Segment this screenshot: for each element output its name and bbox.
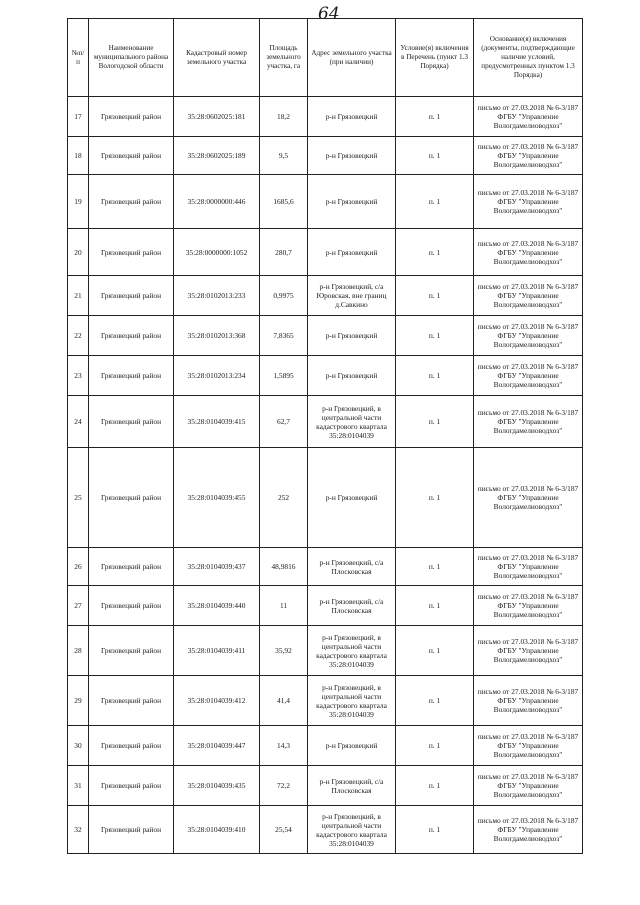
cell-district: Грязовецкий район xyxy=(89,726,174,766)
cell-row-number: 18 xyxy=(68,137,89,175)
cell-basis: письмо от 27.03.2018 № 6-3/187 ФГБУ "Управление Вологдамелиоводхоз" xyxy=(474,137,583,175)
cell-district: Грязовецкий район xyxy=(89,356,174,396)
header-condition: Условие(я) включения в Перечень (пункт 1.3 Порядка) xyxy=(396,19,474,97)
cell-area: 0,9975 xyxy=(260,276,308,316)
cell-cadastral-number: 35:28:0104039:437 xyxy=(174,548,260,586)
cell-address: р-н Грязовецкий, в центральной части кадастрового квартала 35:28:0104039 xyxy=(308,806,396,854)
cell-district: Грязовецкий район xyxy=(89,626,174,676)
cell-condition: п. 1 xyxy=(396,806,474,854)
cell-cadastral-number: 35:28:0102013:368 xyxy=(174,316,260,356)
header-district: Наименование муниципального района Вологодской области xyxy=(89,19,174,97)
cell-row-number: 26 xyxy=(68,548,89,586)
cell-address: р-н Грязовецкий, с/а Юровская, вне границ д.Савкино xyxy=(308,276,396,316)
cell-condition: п. 1 xyxy=(396,137,474,175)
cell-basis: письмо от 27.03.2018 № 6-3/187 ФГБУ "Управление Вологдамелиоводхоз" xyxy=(474,97,583,137)
cell-cadastral-number: 35:28:0104039:435 xyxy=(174,766,260,806)
table-body xyxy=(68,97,583,854)
cell-row-number: 30 xyxy=(68,726,89,766)
cell-district: Грязовецкий район xyxy=(89,276,174,316)
cell-address: р-н Грязовецкий xyxy=(308,175,396,229)
cell-row-number: 19 xyxy=(68,175,89,229)
table-row xyxy=(68,626,583,676)
cell-cadastral-number: 35:28:0104039:455 xyxy=(174,448,260,548)
cell-condition: п. 1 xyxy=(396,726,474,766)
table-row xyxy=(68,676,583,726)
cell-district: Грязовецкий район xyxy=(89,316,174,356)
cell-condition: п. 1 xyxy=(396,276,474,316)
cell-address: р-н Грязовецкий xyxy=(308,229,396,276)
cell-address: р-н Грязовецкий xyxy=(308,726,396,766)
cell-row-number: 20 xyxy=(68,229,89,276)
cell-address: р-н Грязовецкий, с/а Плосковская xyxy=(308,548,396,586)
cell-district: Грязовецкий район xyxy=(89,676,174,726)
cell-row-number: 29 xyxy=(68,676,89,726)
cell-district: Грязовецкий район xyxy=(89,766,174,806)
cell-condition: п. 1 xyxy=(396,175,474,229)
cell-address: р-н Грязовецкий, с/а Плосковская xyxy=(308,586,396,626)
table-row xyxy=(68,229,583,276)
cell-basis: письмо от 27.03.2018 № 6-3/187 ФГБУ "Управление Вологдамелиоводхоз" xyxy=(474,548,583,586)
cell-area: 48,9816 xyxy=(260,548,308,586)
cell-condition: п. 1 xyxy=(396,586,474,626)
cell-district: Грязовецкий район xyxy=(89,175,174,229)
table-row xyxy=(68,448,583,548)
table-row xyxy=(68,396,583,448)
table-row xyxy=(68,137,583,175)
cell-area: 7,8365 xyxy=(260,316,308,356)
cell-condition: п. 1 xyxy=(396,626,474,676)
cell-basis: письмо от 27.03.2018 № 6-3/187 ФГБУ "Управление Вологдамелиоводхоз" xyxy=(474,316,583,356)
table-row xyxy=(68,356,583,396)
table-row xyxy=(68,97,583,137)
cell-area: 252 xyxy=(260,448,308,548)
cell-cadastral-number: 35:28:0104039:412 xyxy=(174,676,260,726)
cell-condition: п. 1 xyxy=(396,356,474,396)
header-area: Площадь земельного участка, га xyxy=(260,19,308,97)
cell-district: Грязовецкий район xyxy=(89,548,174,586)
header-cadastral-number: Кадастровый номер земельного участка xyxy=(174,19,260,97)
cell-basis: письмо от 27.03.2018 № 6-3/187 ФГБУ "Управление Вологдамелиоводхоз" xyxy=(474,766,583,806)
cell-area: 25,54 xyxy=(260,806,308,854)
cell-district: Грязовецкий район xyxy=(89,586,174,626)
cell-address: р-н Грязовецкий xyxy=(308,137,396,175)
cell-cadastral-number: 35:28:0602025:189 xyxy=(174,137,260,175)
cell-cadastral-number: 35:28:0104039:440 xyxy=(174,586,260,626)
cell-address: р-н Грязовецкий, в центральной части кадастрового квартала 35:28:0104039 xyxy=(308,676,396,726)
cell-row-number: 17 xyxy=(68,97,89,137)
cell-cadastral-number: 35:28:0104039:415 xyxy=(174,396,260,448)
cell-row-number: 31 xyxy=(68,766,89,806)
cell-condition: п. 1 xyxy=(396,97,474,137)
cell-row-number: 28 xyxy=(68,626,89,676)
cell-district: Грязовецкий район xyxy=(89,806,174,854)
cell-row-number: 25 xyxy=(68,448,89,548)
table-row xyxy=(68,766,583,806)
cell-row-number: 27 xyxy=(68,586,89,626)
cell-row-number: 22 xyxy=(68,316,89,356)
cell-cadastral-number: 35:28:0102013:233 xyxy=(174,276,260,316)
cell-cadastral-number: 35:28:0104039:447 xyxy=(174,726,260,766)
header-row-number: №п/п xyxy=(68,19,89,97)
cell-condition: п. 1 xyxy=(396,229,474,276)
cell-condition: п. 1 xyxy=(396,316,474,356)
table-header-row xyxy=(68,19,583,97)
table-row xyxy=(68,175,583,229)
cell-cadastral-number: 35:28:0000000:1052 xyxy=(174,229,260,276)
cell-district: Грязовецкий район xyxy=(89,448,174,548)
cell-cadastral-number: 35:28:0104039:410 xyxy=(174,806,260,854)
cell-basis: письмо от 27.03.2018 № 6-3/187 ФГБУ "Управление Вологдамелиоводхоз" xyxy=(474,586,583,626)
cell-address: р-н Грязовецкий, в центральной части кадастрового квартала 35:28:0104039 xyxy=(308,396,396,448)
cell-address: р-н Грязовецкий, в центральной части кадастрового квартала 35:28:0104039 xyxy=(308,626,396,676)
cell-basis: письмо от 27.03.2018 № 6-3/187 ФГБУ "Управление Вологдамелиоводхоз" xyxy=(474,726,583,766)
cell-district: Грязовецкий район xyxy=(89,396,174,448)
cell-area: 72,2 xyxy=(260,766,308,806)
cell-area: 9,5 xyxy=(260,137,308,175)
cell-condition: п. 1 xyxy=(396,548,474,586)
cell-basis: письмо от 27.03.2018 № 6-3/187 ФГБУ "Управление Вологдамелиоводхоз" xyxy=(474,229,583,276)
header-address: Адрес земельного участка (при наличии) xyxy=(308,19,396,97)
cell-area: 35,92 xyxy=(260,626,308,676)
cell-district: Грязовецкий район xyxy=(89,229,174,276)
cell-address: р-н Грязовецкий xyxy=(308,356,396,396)
cell-address: р-н Грязовецкий xyxy=(308,448,396,548)
table-row xyxy=(68,586,583,626)
cell-district: Грязовецкий район xyxy=(89,97,174,137)
cell-area: 280,7 xyxy=(260,229,308,276)
table-row xyxy=(68,276,583,316)
cell-district: Грязовецкий район xyxy=(89,137,174,175)
cell-address: р-н Грязовецкий xyxy=(308,316,396,356)
cell-address: р-н Грязовецкий xyxy=(308,97,396,137)
cell-condition: п. 1 xyxy=(396,676,474,726)
cell-basis: письмо от 27.03.2018 № 6-3/187 ФГБУ "Управление Вологдамелиоводхоз" xyxy=(474,356,583,396)
cell-cadastral-number: 35:28:0000000:446 xyxy=(174,175,260,229)
cell-row-number: 32 xyxy=(68,806,89,854)
cell-area: 62,7 xyxy=(260,396,308,448)
cell-condition: п. 1 xyxy=(396,766,474,806)
table-row xyxy=(68,726,583,766)
table-row xyxy=(68,548,583,586)
cell-basis: письмо от 27.03.2018 № 6-3/187 ФГБУ "Управление Вологдамелиоводхоз" xyxy=(474,626,583,676)
cell-row-number: 21 xyxy=(68,276,89,316)
cell-cadastral-number: 35:28:0102013:234 xyxy=(174,356,260,396)
cell-cadastral-number: 35:28:0602025:181 xyxy=(174,97,260,137)
cell-cadastral-number: 35:28:0104039:411 xyxy=(174,626,260,676)
cell-basis: письмо от 27.03.2018 № 6-3/187 ФГБУ "Управление Вологдамелиоводхоз" xyxy=(474,448,583,548)
page-number: 64 xyxy=(318,4,340,24)
cell-basis: письмо от 27.03.2018 № 6-3/187 ФГБУ "Управление Вологдамелиоводхоз" xyxy=(474,676,583,726)
table-row xyxy=(68,806,583,854)
cell-basis: письмо от 27.03.2018 № 6-3/187 ФГБУ "Управление Вологдамелиоводхоз" xyxy=(474,396,583,448)
cell-area: 1685,6 xyxy=(260,175,308,229)
cell-condition: п. 1 xyxy=(396,448,474,548)
cell-area: 11 xyxy=(260,586,308,626)
cell-area: 41,4 xyxy=(260,676,308,726)
cell-area: 18,2 xyxy=(260,97,308,137)
cell-area: 14,3 xyxy=(260,726,308,766)
cell-area: 1,5895 xyxy=(260,356,308,396)
cell-basis: письмо от 27.03.2018 № 6-3/187 ФГБУ "Управление Вологдамелиоводхоз" xyxy=(474,276,583,316)
cell-basis: письмо от 27.03.2018 № 6-3/187 ФГБУ "Управление Вологдамелиоводхоз" xyxy=(474,175,583,229)
cell-row-number: 24 xyxy=(68,396,89,448)
cell-condition: п. 1 xyxy=(396,396,474,448)
header-basis: Основание(я) включения (документы, подтверждающие наличие условий, предусмотренных пунктом 1.3 Порядка) xyxy=(474,19,583,97)
cell-address: р-н Грязовецкий, с/а Плосковская xyxy=(308,766,396,806)
table-row xyxy=(68,316,583,356)
land-plot-register-table xyxy=(67,18,583,854)
cell-basis: письмо от 27.03.2018 № 6-3/187 ФГБУ "Управление Вологдамелиоводхоз" xyxy=(474,806,583,854)
cell-row-number: 23 xyxy=(68,356,89,396)
